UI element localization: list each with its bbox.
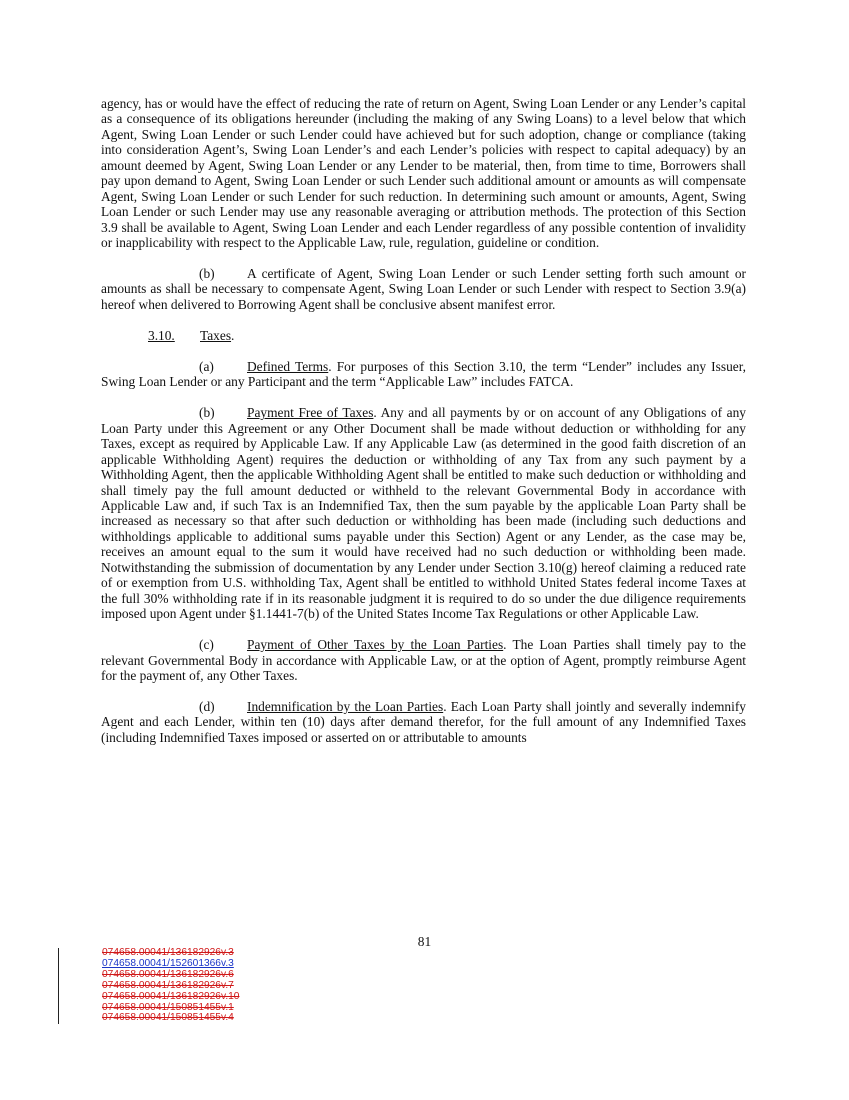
clause-label: (b) (199, 266, 215, 282)
clause-text: . For purposes of this Section 3.10, the term “Lender” includes any Issuer, Swing Loan Lender or any Participant and the term “Applicable Law” includes FATCA. (101, 358, 746, 390)
paragraph-continued: agency, has or would have the effect of reducing the rate of return on Agent, Swing Loan Lender or any Lender’s capital as a consequence of its obligations hereunder (including the making of any Swing Loans) to a level below that which Agent, Swing Loan Lender or such Lender could have achieved but for such adoption, change or compliance (taking into consideration Agent’s, Swing Loan Lender’s and each Lender’s policies with respect to capital adequacy) by an amount deemed by Agent, Swing Loan Lender or any Lender to be material, then, from time to time, Borrowers shall pay upon demand to Agent, Swing Loan Lender or such Lender such additional amount or amounts as will compensate Agent, Swing Loan Lender or such Lender for such reduction. In determining such amount or amounts, Agent, Swing Loan Lender or such Lender may use any reasonable averaging or attribution methods. The protection of this Section 3.9 shall be available to Agent, Swing Loan Lender and each Lender regardless of any possible contention of invalidity or inapplicability with respect to the Applicable Law, rule, regulation, guideline or condition. (101, 96, 746, 251)
doc-id-deleted: 074658.00041/136182926v.6 (102, 968, 234, 980)
clause-text: . Any and all payments by or on account of any Obligations of any Loan Party under this Agreement or any Other Document shall be made without deduction or withholding for any Taxes, except as required by Applicable Law. If any Applicable Law (as determined in the good faith discretion of an applicable Withholding Agent) requires the deduction or withholding of any Tax from any such payment by a Withholding Agent, then the applicable Withholding Agent shall be entitled to make such deduction or withholding and shall timely pay the full amount deducted or withheld to the relevant Governmental Body in accordance with Applicable Law and, if such Tax is an Indemnified Tax, then the sum payable by the applicable Loan Party shall be increased as necessary so that after such deduction or withholding has been made (including such deductions and withholdings applicable to additional sums payable under this Section) Agent or any Lender, as the case may be, receives an amount equal to the sum it would have received had no such deduction or withholding been made. Notwithstanding the submission of documentation by any Lender under Section 3.10(g) hereof claiming a reduced rate of or exemption from U.S. withholding Tax, Agent shall be entitled to withhold United States federal income Taxes at the full 30% withholding rate if in its reasonable judgment it is required to do so under the due diligence requirements imposed upon Agent under §1.1441-7(b) of the United States Income Tax Regulations or other Applicable Law. (101, 405, 746, 622)
section-number: 3.10. (148, 327, 175, 343)
clause-text: . Each Loan Party shall jointly and severally indemnify Agent and each Lender, within ten (10) days after demand therefor, for the full amount of any Indemnified Taxes (including Indemnified Taxes imposed or asserted on or attributable to amounts (101, 698, 746, 745)
paragraph-a-defined-terms (101, 359, 746, 390)
section-heading: 3.10. Taxes. (148, 327, 235, 343)
clause-text: A certificate of Agent, Swing Loan Lender or such Lender setting forth such amount or amounts as shall be necessary to compensate Agent, Swing Loan Lender or such Lender with respect to Section 3.9(a) hereof when delivered to Borrowing Agent shall be conclusive absent manifest error. (101, 266, 746, 312)
doc-id-deleted: 074658.00041/136182926v.7 (102, 979, 234, 991)
clause-heading: Payment Free of Taxes (247, 405, 374, 421)
doc-id-deleted: 074658.00041/136182926v.3 (102, 947, 234, 958)
doc-id-deleted: 074658.00041/136182926v.10 (102, 990, 240, 1002)
clause-heading: Payment of Other Taxes by the Loan Parties (247, 637, 504, 653)
clause-text: . The Loan Parties shall timely pay to the relevant Governmental Body in accordance with Applicable Law, or at the option of Agent, promptly reimburse Agent for the payment of, any Other Taxes. (101, 637, 746, 683)
clause-heading: Indemnification by the Loan Parties (247, 698, 444, 714)
section-title: Taxes (200, 327, 232, 343)
change-bar (58, 948, 59, 1024)
paragraph-b-certificate (101, 266, 746, 312)
doc-id-deleted: 074658.00041/150851455v.4 (102, 1012, 234, 1024)
paragraph-c-other-taxes (101, 637, 746, 683)
doc-id-inserted: 074658.00041/152601366v.3 (102, 957, 234, 969)
clause-label: (c) (199, 637, 214, 653)
clause-label: (a) (199, 358, 214, 374)
clause-label: (d) (199, 698, 215, 714)
clause-label: (b) (199, 405, 215, 421)
doc-id-deleted: 074658.00041/150851455v.1 (102, 1001, 234, 1013)
body-text (101, 96, 746, 745)
document-id-footer (102, 948, 239, 1024)
paragraph-b-payment-free-of-taxes (101, 405, 746, 621)
paragraph-d-indemnification (101, 699, 746, 745)
page-number: 81 (417, 934, 432, 949)
clause-heading: Defined Terms (247, 358, 329, 374)
